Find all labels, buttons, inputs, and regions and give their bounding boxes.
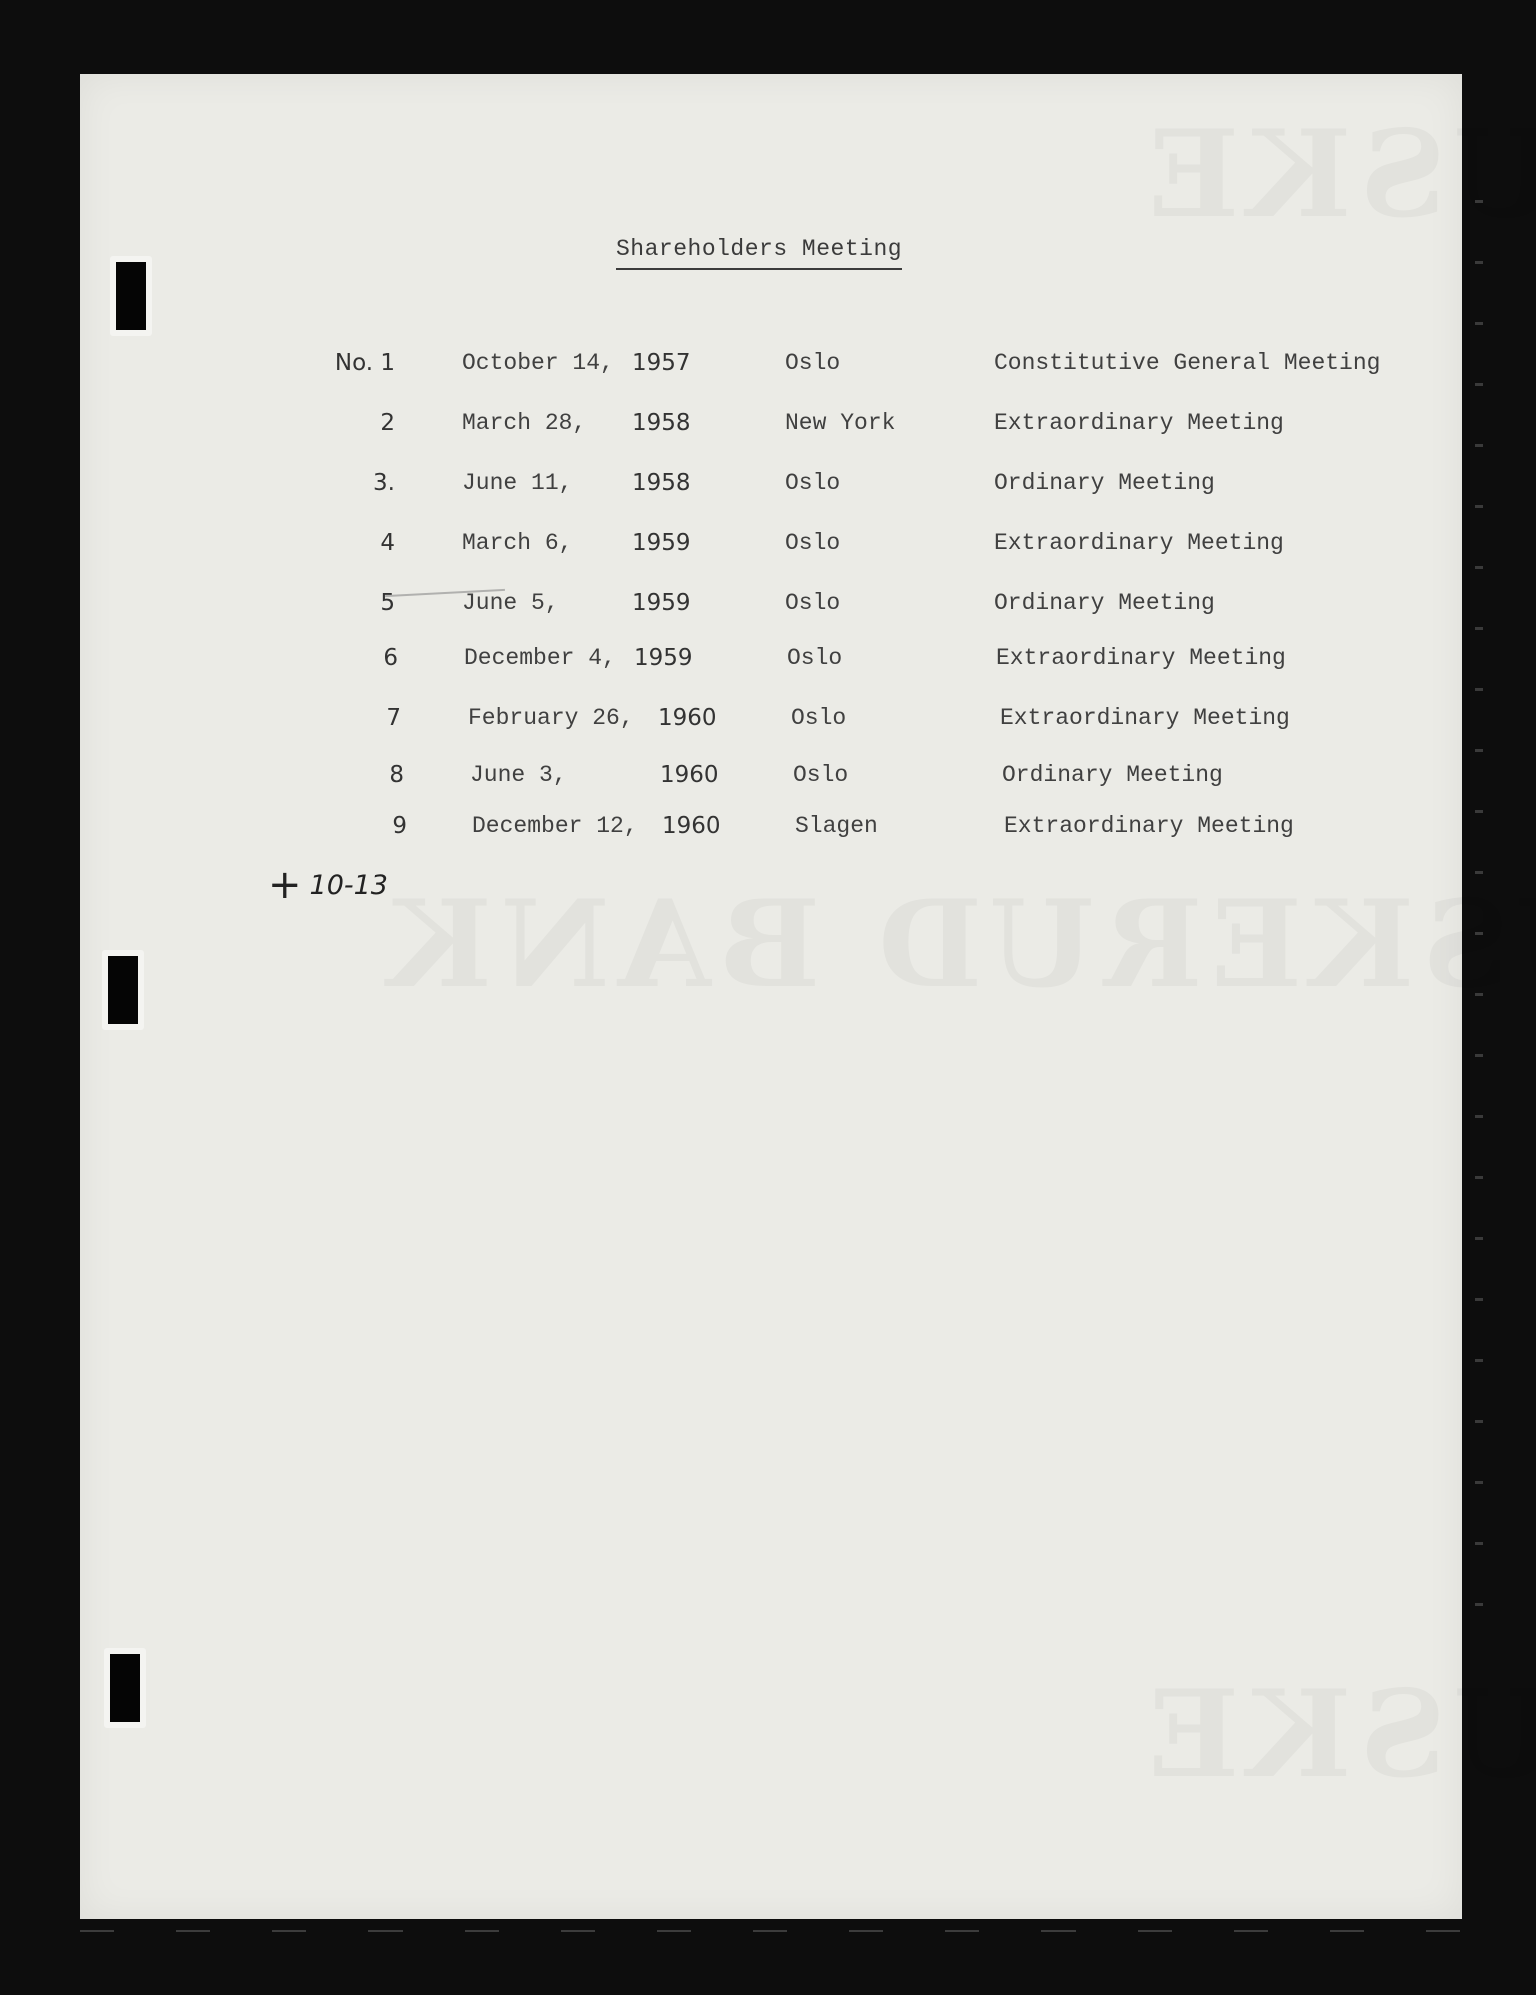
meeting-number: 5 bbox=[380, 590, 395, 616]
meeting-type: Extraordinary Meeting bbox=[996, 645, 1286, 671]
meeting-type: Extraordinary Meeting bbox=[994, 530, 1284, 556]
meeting-number: 7 bbox=[386, 705, 401, 731]
handwritten-note bbox=[268, 862, 388, 908]
meeting-row bbox=[0, 470, 1536, 510]
meeting-year: 1959 bbox=[632, 530, 691, 556]
meeting-number: No. 1 bbox=[334, 350, 395, 376]
meeting-number: 6 bbox=[383, 645, 398, 671]
meeting-year: 1960 bbox=[662, 813, 721, 839]
meeting-year: 1960 bbox=[660, 762, 719, 788]
meeting-date: February 26, bbox=[468, 705, 634, 731]
meeting-date: March 6, bbox=[462, 530, 573, 556]
meeting-place: Oslo bbox=[787, 645, 843, 671]
meeting-year: 1959 bbox=[632, 590, 691, 616]
meeting-place: Oslo bbox=[785, 530, 841, 556]
meeting-type: Ordinary Meeting bbox=[1002, 762, 1223, 788]
meeting-year: 1958 bbox=[632, 470, 691, 496]
meeting-type: Ordinary Meeting bbox=[994, 590, 1215, 616]
meeting-date: December 4, bbox=[464, 645, 616, 671]
edge-marks bbox=[1475, 200, 1483, 1700]
punch-hole bbox=[102, 950, 144, 1030]
meeting-place: Oslo bbox=[793, 762, 849, 788]
meeting-row bbox=[0, 813, 1536, 853]
meeting-year: 1959 bbox=[634, 645, 693, 671]
meeting-date: June 3, bbox=[470, 762, 567, 788]
meeting-number: 8 bbox=[389, 762, 404, 788]
meeting-date: March 28, bbox=[462, 410, 587, 436]
show-through-bleed bbox=[380, 874, 1536, 1015]
meeting-place: Oslo bbox=[785, 470, 841, 496]
meeting-number: 9 bbox=[392, 813, 407, 839]
meeting-number: 3. bbox=[373, 470, 395, 496]
meeting-place: New York bbox=[785, 410, 896, 436]
meeting-type: Extraordinary Meeting bbox=[1004, 813, 1294, 839]
meeting-type: Constitutive General Meeting bbox=[994, 350, 1381, 376]
punch-hole bbox=[110, 256, 152, 336]
meeting-row bbox=[0, 762, 1536, 802]
meeting-row bbox=[0, 705, 1536, 745]
handwritten-cross-mark: + bbox=[268, 862, 302, 908]
bottom-edge-marks bbox=[80, 1930, 1460, 1936]
meeting-year: 1960 bbox=[658, 705, 717, 731]
meeting-row bbox=[0, 410, 1536, 450]
meeting-date: June 5, bbox=[462, 590, 559, 616]
document-title: Shareholders Meeting bbox=[616, 236, 902, 270]
meeting-number: 4 bbox=[380, 530, 395, 556]
meeting-type: Extraordinary Meeting bbox=[994, 410, 1284, 436]
meeting-type: Extraordinary Meeting bbox=[1000, 705, 1290, 731]
meeting-row bbox=[0, 590, 1536, 630]
meeting-place: Oslo bbox=[785, 590, 841, 616]
meeting-row bbox=[0, 645, 1536, 685]
punch-hole bbox=[104, 1648, 146, 1728]
meeting-type: Ordinary Meeting bbox=[994, 470, 1215, 496]
meeting-year: 1957 bbox=[632, 350, 691, 376]
handwritten-range: 10-13 bbox=[309, 870, 388, 901]
meeting-date: December 12, bbox=[472, 813, 638, 839]
meeting-place: Oslo bbox=[785, 350, 841, 376]
meeting-date: October 14, bbox=[462, 350, 614, 376]
meeting-date: June 11, bbox=[462, 470, 573, 496]
meeting-place: Oslo bbox=[791, 705, 847, 731]
meeting-row bbox=[0, 350, 1536, 390]
meeting-place: Slagen bbox=[795, 813, 878, 839]
meeting-row bbox=[0, 530, 1536, 570]
meeting-year: 1958 bbox=[632, 410, 691, 436]
meeting-number: 2 bbox=[380, 410, 395, 436]
